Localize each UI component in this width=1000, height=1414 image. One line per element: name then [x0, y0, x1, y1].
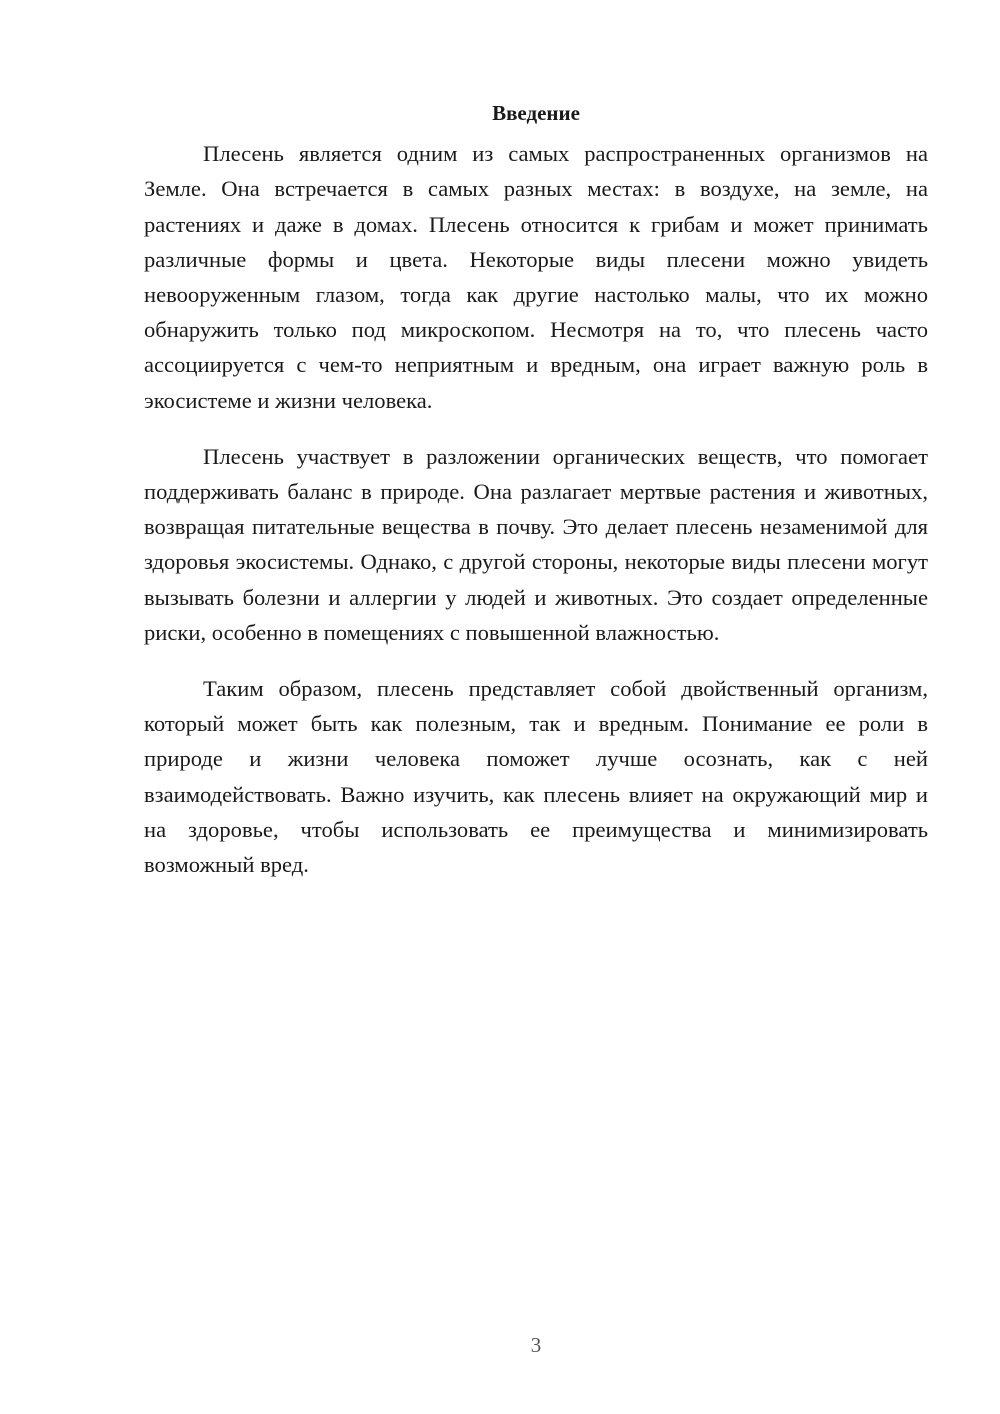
page-number: 3: [530, 1333, 542, 1357]
paragraph-2: Плесень участвует в разложении органических веществ, что помогает поддерживать баланс в природе. Она разлагает мертвые растения и животных, возвращая питательные вещества в почву. Это делает плесень незаменимой для здоровья экосистемы. Однако, с другой стороны, некоторые виды плесени могут вызывать болезни и аллергии у людей и животных. Это создает определенные риски, особенно в помещениях с повышенной влажностью.: [144, 443, 928, 645]
page-content: [144, 96, 928, 903]
paragraph-1: Плесень является одним из самых распространенных организмов на Земле. Она встречается в самых разных местах: в воздухе, на земле, на растениях и даже в домах. Плесень относится к грибам и может принимать различные формы и цвета. Некоторые виды плесени можно увидеть невооруженным глазом, тогда как другие настолько малы, что их можно обнаружить только под микроскопом. Несмотря на то, что плесень часто ассоциируется с чем-то неприятным и вредным, она играет важную роль в экосистеме и жизни человека.: [144, 141, 928, 413]
paragraph-3: Таким образом, плесень представляет собой двойственный организм, который может быть как полезным, так и вредным. Понимание ее роли в природе и жизни человека поможет лучше осознать, как с ней взаимодействовать. Важно изучить, как плесень влияет на окружающий мир и на здоровье, чтобы использовать ее преимущества и минимизировать возможный вред.: [144, 676, 928, 878]
section-title: Введение: [492, 101, 580, 125]
